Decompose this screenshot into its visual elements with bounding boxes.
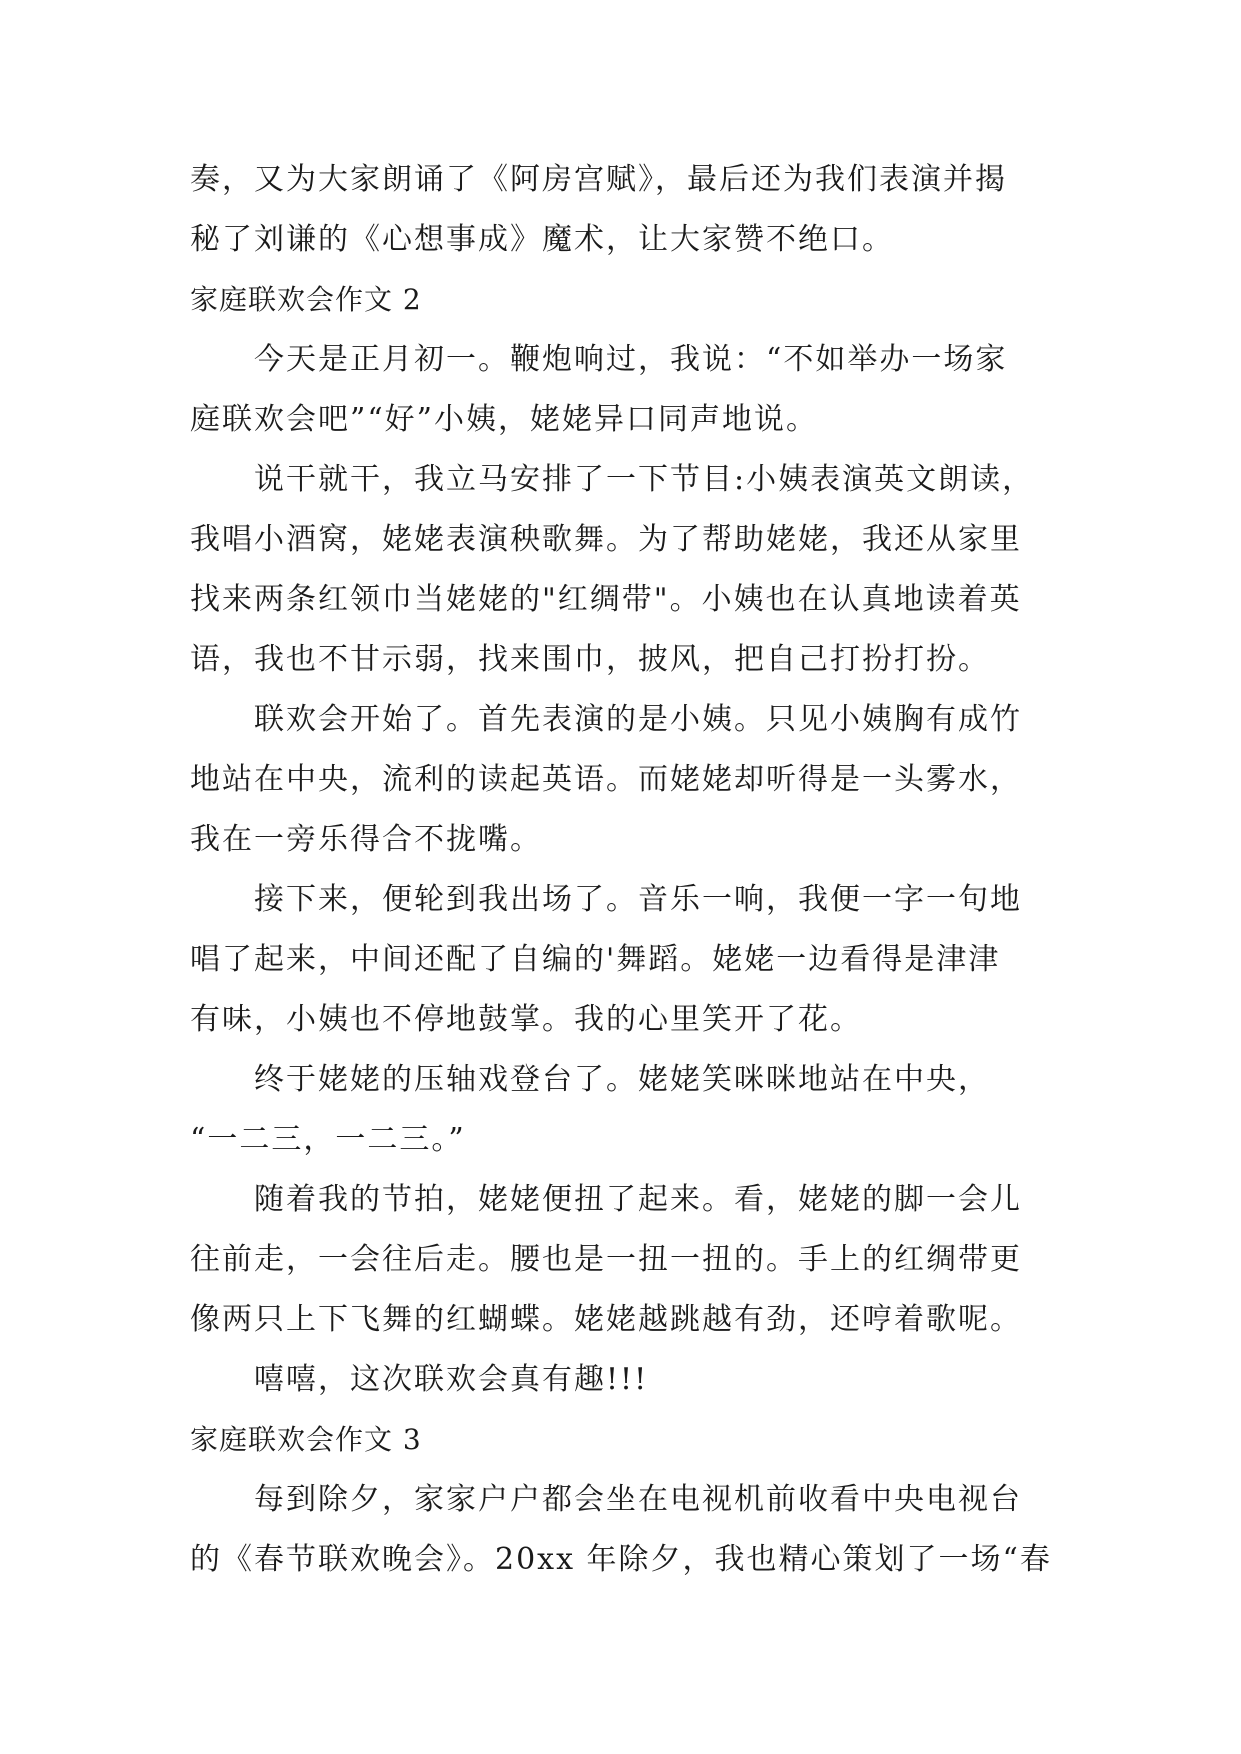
paragraph-line: 随着我的节拍，姥姥便扭了起来。看，姥姥的脚一会儿 xyxy=(254,1182,1022,1217)
paragraph-line: 往前走，一会往后走。腰也是一扭一扭的。手上的红绸带更 xyxy=(190,1242,1022,1277)
paragraph-line: 唱了起来，中间还配了自编的'舞蹈。姥姥一边看得是津津 xyxy=(190,942,1001,977)
paragraph-line: 的《春节联欢晚会》。20xx 年除夕，我也精心策划了一场“春 xyxy=(190,1542,1052,1577)
paragraph-line: 像两只上下飞舞的红蝴蝶。姥姥越跳越有劲，还哼着歌呢。 xyxy=(190,1302,1022,1337)
document-page xyxy=(190,150,1070,1590)
paragraph-line: 嘻嘻，这次联欢会真有趣!!! xyxy=(254,1362,649,1397)
section-heading: 家庭联欢会作文 2 xyxy=(190,283,422,316)
paragraph-line: 有味，小姨也不停地鼓掌。我的心里笑开了花。 xyxy=(190,1002,862,1037)
paragraph-line: 终于姥姥的压轴戏登台了。姥姥笑咪咪地站在中央， xyxy=(254,1062,990,1097)
paragraph-line: 语，我也不甘示弱，找来围巾，披风，把自己打扮打扮。 xyxy=(190,642,990,677)
paragraph-line: 地站在中央，流利的读起英语。而姥姥却听得是一头雾水， xyxy=(190,762,1022,797)
paragraph-line: 今天是正月初一。鞭炮响过，我说：“不如举办一场家 xyxy=(254,342,1008,377)
paragraph-line: 联欢会开始了。首先表演的是小姨。只见小姨胸有成竹 xyxy=(254,702,1022,737)
paragraph-line: “一二三，一二三。” xyxy=(190,1122,466,1157)
paragraph-line: 我在一旁乐得合不拢嘴。 xyxy=(190,822,542,857)
paragraph-line: 秘了刘谦的《心想事成》魔术，让大家赞不绝口。 xyxy=(190,222,894,257)
paragraph-line: 庭联欢会吧”“好”小姨，姥姥异口同声地说。 xyxy=(190,402,819,437)
paragraph-line: 接下来，便轮到我出场了。音乐一响，我便一字一句地 xyxy=(254,882,1022,917)
section-heading: 家庭联欢会作文 3 xyxy=(190,1423,422,1456)
paragraph-line: 说干就干，我立马安排了一下节目:小姨表演英文朗读， xyxy=(254,462,1035,497)
paragraph-line: 我唱小酒窝，姥姥表演秧歌舞。为了帮助姥姥，我还从家里 xyxy=(190,522,1022,557)
paragraph-line: 每到除夕，家家户户都会坐在电视机前收看中央电视台 xyxy=(254,1482,1022,1517)
paragraph-line: 奏，又为大家朗诵了《阿房宫赋》，最后还为我们表演并揭 xyxy=(190,162,1007,197)
paragraph-line: 找来两条红领巾当姥姥的"红绸带"。小姨也在认真地读着英 xyxy=(190,582,1022,617)
